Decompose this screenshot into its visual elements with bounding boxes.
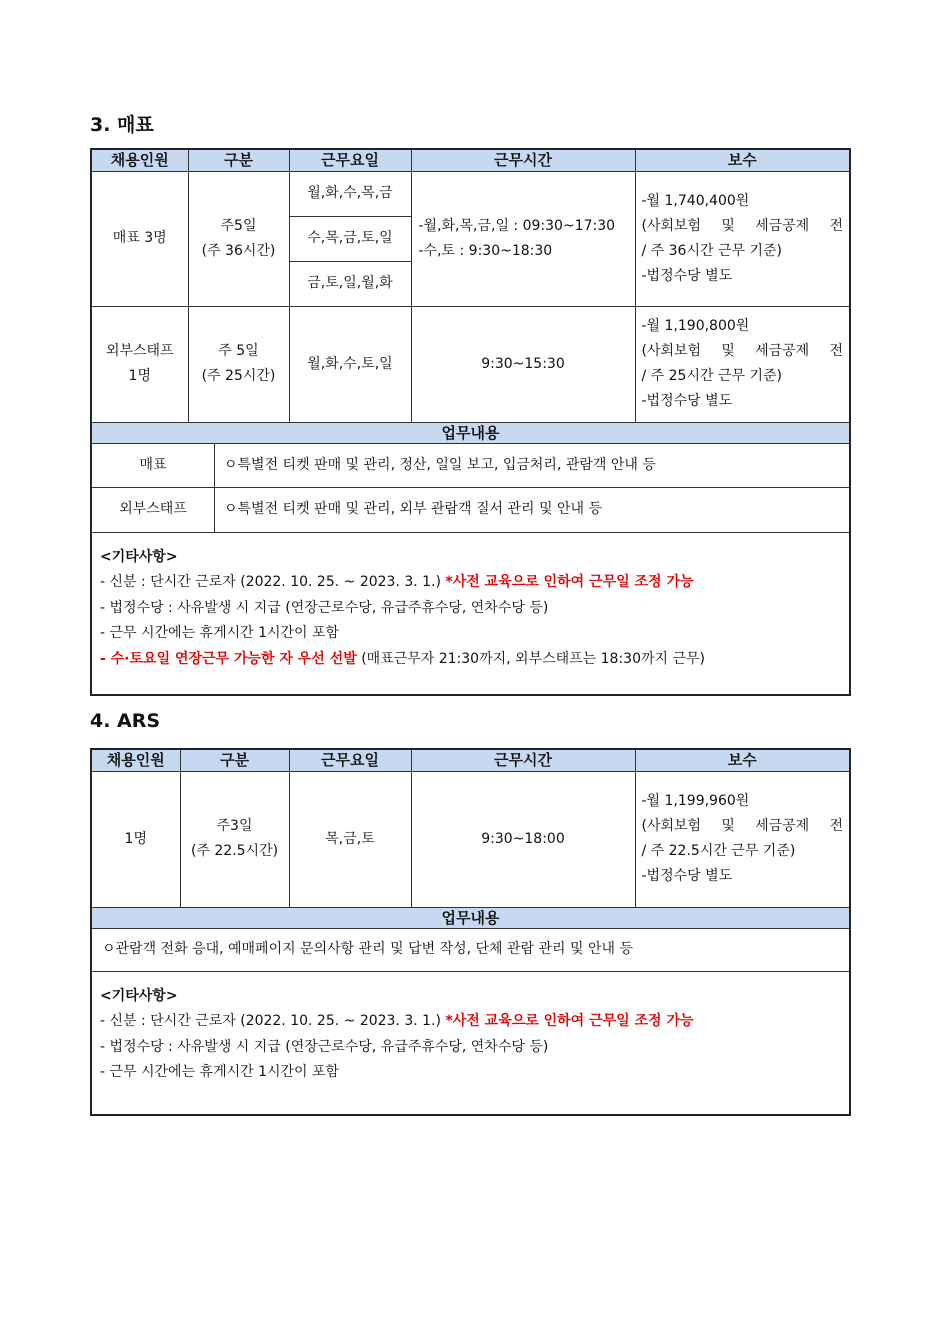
- work-type-line: (주 36시간): [201, 242, 276, 259]
- work-days: 월,화,수,토,일: [289, 306, 411, 422]
- notes-line: - 법정수당 : 사유발생 시 지급 (연장근로수당, 유급주휴수당, 연차수당 등): [100, 599, 549, 616]
- notes-cell: [91, 532, 850, 695]
- header-type: 구분: [188, 149, 289, 171]
- section-3-table: [90, 148, 851, 696]
- pay-line: [642, 339, 844, 364]
- notes-line: [100, 647, 841, 673]
- work-type: [188, 171, 289, 306]
- pay-line: -법정수당 별도: [641, 868, 733, 884]
- duty-header-row: [91, 907, 850, 928]
- duty-text: ㅇ특별전 티켓 판매 및 관리, 정산, 일일 보고, 입금처리, 관람객 안내 등: [224, 456, 656, 473]
- notes-line: - 근무 시간에는 휴게시간 1시간이 포함: [100, 1064, 340, 1080]
- duty-header: 업무내용: [91, 907, 850, 928]
- hire-count-line: 1명: [128, 368, 151, 384]
- duty-row: [91, 443, 850, 487]
- pay-cell: [635, 171, 850, 306]
- notes-line: [100, 1009, 841, 1035]
- pay-cell: [635, 771, 850, 907]
- pay-line: -월 1,190,800원: [641, 318, 750, 334]
- table-row: [91, 171, 850, 216]
- pay-word: 및: [721, 818, 735, 834]
- table-row: [91, 443, 850, 487]
- table-row: [91, 928, 850, 971]
- work-days: 목,금,토: [289, 771, 411, 907]
- pay-word: 및: [721, 217, 735, 234]
- notes-cell: [91, 971, 850, 1115]
- pay-word: 세금공제: [755, 217, 810, 234]
- duty-text: ㅇ특별전 티켓 판매 및 관리, 외부 관람객 질서 관리 및 안내 등: [224, 501, 602, 517]
- header-count: 채용인원: [91, 749, 180, 771]
- pay-word: 전: [829, 217, 843, 234]
- section-4-table: [90, 748, 851, 1116]
- header-hours: 근무시간: [411, 149, 635, 171]
- pay-line: -월 1,740,400원: [641, 192, 750, 209]
- duty-header: 업무내용: [91, 422, 850, 443]
- pay-word: 전: [829, 818, 843, 834]
- notes-line: - 법정수당 : 사유발생 시 지급 (연장근로수당, 유급주휴수당, 연차수당 등): [100, 1038, 549, 1055]
- hire-count-line: 외부스태프: [105, 343, 174, 359]
- header-days: 근무요일: [289, 749, 411, 771]
- work-type: [188, 306, 289, 422]
- work-type-line: 주5일: [220, 217, 257, 234]
- pay-line: -법정수당 별도: [641, 267, 733, 284]
- header-count: 채용인원: [91, 149, 188, 171]
- header-row: [91, 149, 850, 171]
- pay-line: [642, 814, 844, 839]
- notes-text: (매표근무자 21:30까지, 외부스태프는 18:30까지 근무): [356, 650, 705, 667]
- pay-line: / 주 22.5시간 근무 기준): [641, 843, 796, 859]
- header-hours: 근무시간: [411, 749, 635, 771]
- pay-line: -법정수당 별도: [641, 393, 733, 409]
- notes-line: [100, 570, 841, 596]
- notes-head: <기타사항>: [100, 548, 178, 565]
- work-hours: 9:30~18:00: [411, 771, 635, 907]
- notes-highlight: *사전 교육으로 인하여 근무일 조정 가능: [445, 1013, 694, 1029]
- section-3-title: 3. 매표: [90, 114, 154, 136]
- work-type-line: (주 22.5시간): [190, 843, 279, 859]
- pay-word: (사회보험: [641, 217, 702, 234]
- pay-word: 세금공제: [755, 343, 810, 359]
- work-type-line: 주3일: [216, 818, 253, 834]
- work-days: 금,토,일,월,화: [289, 261, 411, 306]
- notes-text: - 신분 : 단시간 근로자 (2022. 10. 25. ~ 2023. 3. 1.): [100, 1013, 446, 1029]
- pay-word: (사회보험: [641, 818, 702, 834]
- pay-line: / 주 25시간 근무 기준): [641, 368, 782, 384]
- header-days: 근무요일: [289, 149, 411, 171]
- pay-line: -월 1,199,960원: [641, 793, 750, 809]
- pay-line: [642, 214, 844, 239]
- pay-word: 세금공제: [755, 818, 810, 834]
- notes-text: - 신분 : 단시간 근로자 (2022. 10. 25. ~ 2023. 3. 1.): [100, 574, 446, 590]
- work-hours: [411, 171, 635, 306]
- duty-label: 외부스태프: [92, 488, 215, 532]
- hire-count: 매표 3명: [91, 171, 188, 306]
- pay-cell: [635, 306, 850, 422]
- work-days: 수,목,금,토,일: [289, 216, 411, 261]
- header-type: 구분: [180, 749, 289, 771]
- notes-line: - 근무 시간에는 휴게시간 1시간이 포함: [100, 625, 340, 641]
- duty-label: 매표: [92, 444, 215, 487]
- table-row: [91, 487, 850, 532]
- header-pay: 보수: [635, 149, 850, 171]
- work-hours-line: -수,토 : 9:30~18:30: [418, 242, 553, 259]
- duty-row: [91, 487, 850, 532]
- duty-text: ㅇ관람객 전화 응대, 예매페이지 문의사항 관리 및 답변 작성, 단체 관람 관리 및 안내 등: [91, 928, 850, 971]
- header-pay: 보수: [635, 749, 850, 771]
- notes-head: <기타사항>: [100, 987, 178, 1004]
- hire-count: 1명: [91, 771, 180, 907]
- hire-count: [91, 306, 188, 422]
- pay-word: (사회보험: [641, 343, 702, 359]
- pay-word: 전: [829, 343, 843, 359]
- work-type-line: (주 25시간): [201, 368, 276, 384]
- work-type: [180, 771, 289, 907]
- work-days: 월,화,수,목,금: [289, 171, 411, 216]
- pay-word: 및: [721, 343, 735, 359]
- work-hours-line: -월,화,목,금,일 : 09:30~17:30: [418, 217, 616, 234]
- notes-highlight: - 수·토요일 연장근무 가능한 자 우선 선발: [100, 650, 357, 667]
- pay-line: / 주 36시간 근무 기준): [641, 242, 782, 259]
- notes-row: [91, 532, 850, 695]
- work-hours: 9:30~15:30: [411, 306, 635, 422]
- notes-row: [91, 971, 850, 1115]
- duty-header-row: [91, 422, 850, 443]
- table-row: [91, 771, 850, 907]
- table-row: [91, 306, 850, 422]
- header-row: [91, 749, 850, 771]
- work-type-line: 주 5일: [218, 343, 259, 359]
- section-4-title: 4. ARS: [90, 710, 161, 732]
- notes-highlight: *사전 교육으로 인하여 근무일 조정 가능: [445, 574, 694, 590]
